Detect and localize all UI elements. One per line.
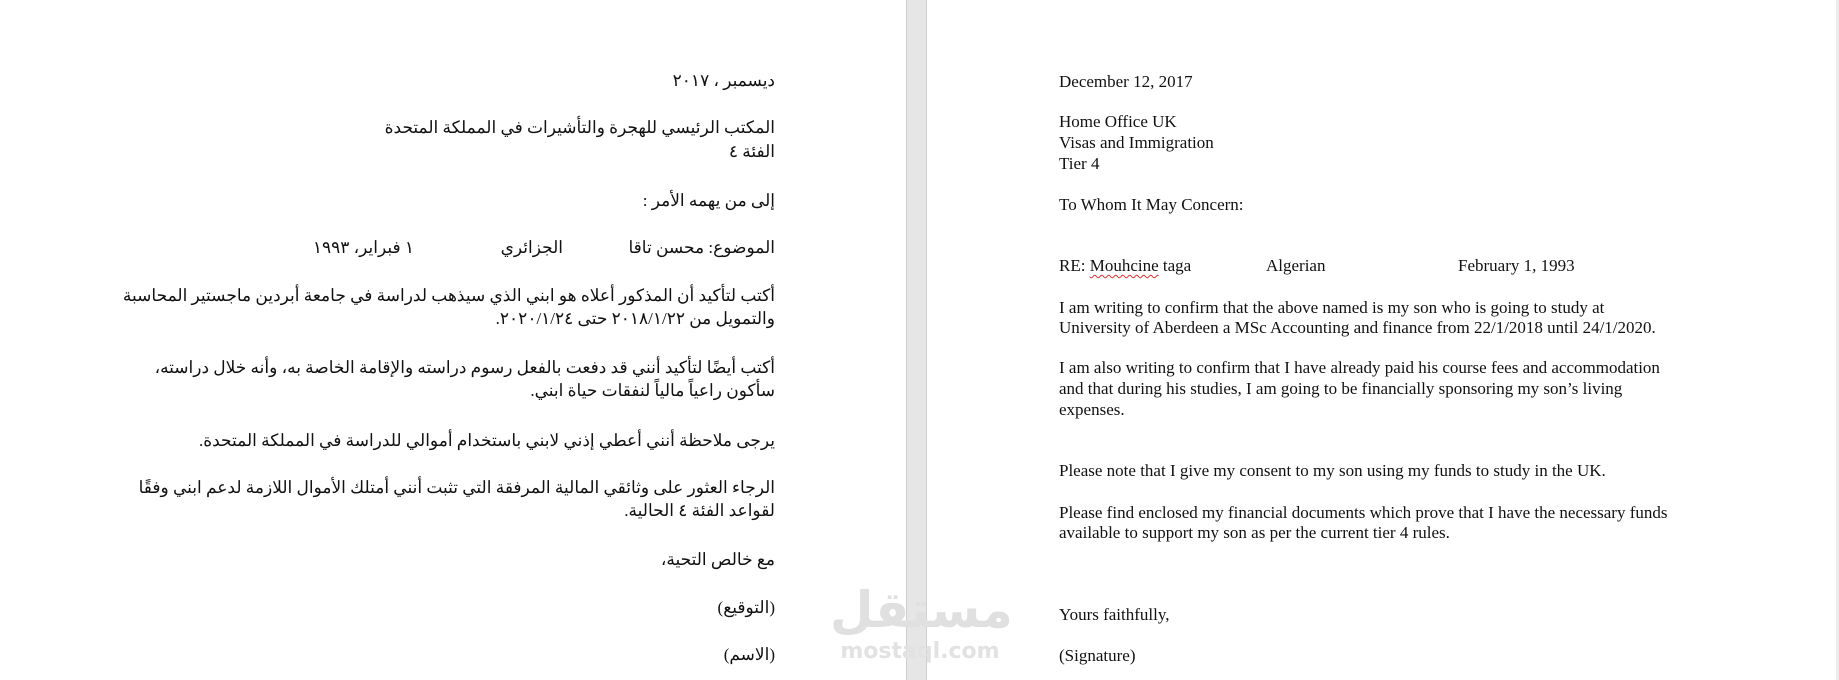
english-para1-line1: I am writing to confirm that the above named is my son who is going to study at	[1059, 298, 1605, 317]
english-re-dob: February 1, 1993	[1458, 256, 1575, 275]
english-salutation: To Whom It May Concern:	[1059, 195, 1244, 214]
arabic-para2-line1: أكتب أيضًا لتأكيد أنني قد دفعت بالفعل رسوم دراسته والإقامة الخاصة به، وأنه خلال دراسته،	[154, 358, 775, 377]
page-gutter	[906, 0, 927, 680]
watermark-logo: مستقل	[830, 581, 1013, 639]
english-para4-line1: Please find enclosed my financial documents which prove that I have the necessary funds	[1059, 503, 1668, 522]
english-closing: Yours faithfully,	[1059, 605, 1170, 624]
arabic-salutation: إلى من يهمه الأمر :	[642, 191, 775, 210]
arabic-para4-line2: لقواعد الفئة ٤ الحالية.	[624, 501, 775, 520]
arabic-letter-page	[0, 0, 906, 680]
re-prefix: RE:	[1059, 256, 1090, 275]
english-recipient-line3: Tier 4	[1059, 154, 1100, 173]
arabic-para1-line2: والتمويل من ٢٠١٨/١/٢٢ حتى ٢٠٢٠/١/٢٤.	[495, 309, 775, 328]
english-recipient-line2: Visas and Immigration	[1059, 133, 1214, 152]
arabic-para2-line2: سأكون راعياً مالياً لنفقات حياة ابني.	[530, 381, 775, 400]
arabic-recipient-line1: المكتب الرئيسي للهجرة والتأشيرات في المملكة المتحدة	[384, 118, 775, 137]
arabic-closing: مع خالص التحية،	[660, 550, 775, 569]
english-recipient-line1: Home Office UK	[1059, 112, 1177, 131]
english-re-nationality: Algerian	[1266, 256, 1326, 275]
english-para3: Please note that I give my consent to my son using my funds to study in the UK.	[1059, 461, 1606, 480]
english-signature: (Signature)	[1059, 646, 1136, 665]
arabic-recipient-line2: الفئة ٤	[728, 142, 775, 161]
english-para2-line3: expenses.	[1059, 400, 1125, 419]
english-re-line	[1059, 255, 1191, 276]
arabic-name: (الاسم)	[723, 645, 775, 664]
english-para2-line1: I am also writing to confirm that I have already paid his course fees and accommodation	[1059, 358, 1660, 377]
watermark-url: mostaql.com	[840, 639, 1000, 664]
arabic-date: ديسمبر ، ٢٠١٧	[672, 71, 775, 90]
english-date: December 12, 2017	[1059, 72, 1193, 91]
arabic-subject-label: الموضوع: محسن تاقا	[628, 238, 775, 257]
english-letter-page	[927, 0, 1839, 680]
re-name-first: Mouhcine	[1089, 256, 1159, 275]
arabic-para4-line1: الرجاء العثور على وثائقي المالية المرفقة التي تثبت أنني أمتلك الأموال اللازمة لدعم ابني وفقًا	[138, 478, 775, 497]
arabic-para1-line1: أكتب لتأكيد أن المذكور أعلاه هو ابني الذي سيذهب لدراسة في جامعة أبردين ماجستير المحاسبة	[122, 286, 775, 305]
english-para4-line2: available to support my son as per the current tier 4 rules.	[1059, 523, 1450, 542]
arabic-signature: (التوقيع)	[717, 598, 775, 617]
arabic-subject-nationality: الجزائري	[500, 238, 563, 257]
re-name-last: taga	[1158, 256, 1192, 275]
arabic-subject-dob: ١ فبراير، ١٩٩٣	[312, 238, 414, 257]
arabic-para3: يرجى ملاحظة أنني أعطي إذني لابني باستخدام أموالي للدراسة في المملكة المتحدة.	[198, 431, 775, 450]
english-para2-line2: and that during his studies, I am going to be financially sponsoring my son’s living	[1059, 379, 1623, 398]
english-para1-line2: University of Aberdeen a MSc Accounting and finance from 22/1/2018 until 24/1/2020.	[1059, 318, 1656, 337]
